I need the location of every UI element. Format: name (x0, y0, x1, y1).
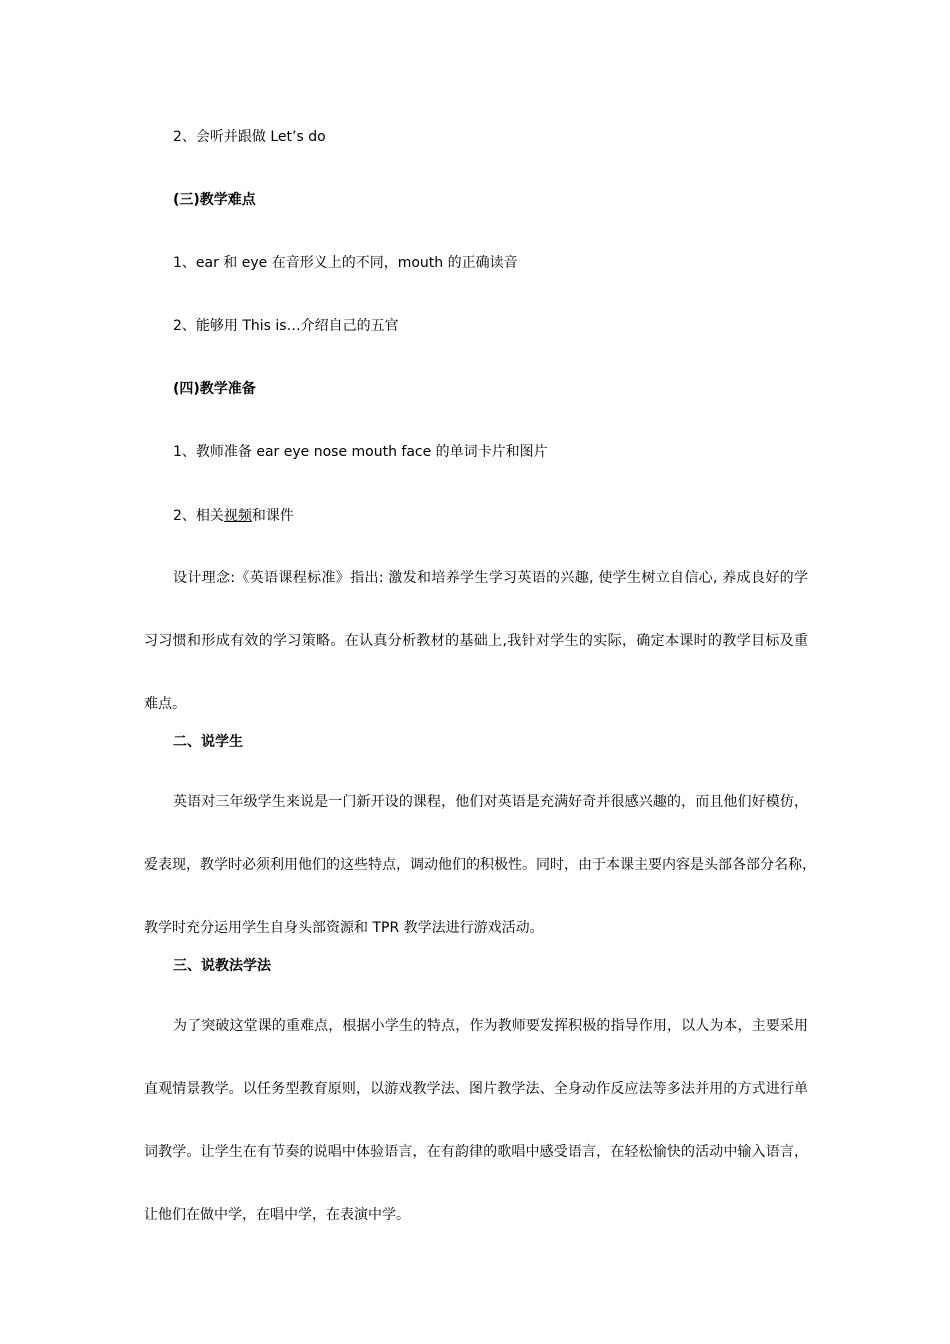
design-concept-paragraph (144, 547, 808, 736)
design-line-2: 习习惯和形成有效的学习策略。在认真分析教材的基础上,我针对学生的实际，确定本课时的教学目标及重 (144, 633, 808, 649)
prep-heading: (四)教学准备 (173, 381, 256, 397)
section-3-heading: 三、说教法学法 (173, 958, 271, 974)
methods-line-2: 直观情景教学。以任务型教育原则，以游戏教学法、图片教学法、全身动作反应法等多法并用的方式进行单 (144, 1081, 808, 1097)
listen-do-item: 2、会听并跟做 Let’s do (173, 129, 326, 145)
students-line-3: 教学时充分运用学生自身头部资源和 TPR 教学法进行游戏活动。 (144, 920, 544, 936)
design-line-1: 设计理念:《英语课程标准》指出: 激发和培养学生学习英语的兴趣, 使学生树立自信心, 养成良好的学 (173, 570, 808, 586)
students-line-2: 爱表现，教学时必须利用他们的这些特点，调动他们的积极性。同时，由于本课主要内容是头部各部分名称， (144, 857, 816, 873)
methods-line-4: 让他们在做中学，在唱中学，在表演中学。 (144, 1207, 410, 1223)
prep-item-2-suffix: 和课件 (251, 508, 294, 524)
section-2-heading: 二、说学生 (173, 734, 243, 750)
students-line-1: 英语对三年级学生来说是一门新开设的课程，他们对英语是充满好奇并很感兴趣的，而且他们好模仿， (173, 794, 808, 810)
design-line-3: 难点。 (144, 696, 186, 712)
methods-line-1: 为了突破这堂课的重难点，根据小学生的特点，作为教师要发挥积极的指导作用，以人为本，主要采用 (173, 1018, 808, 1034)
prep-item-2 (173, 506, 837, 526)
students-paragraph (144, 771, 816, 960)
difficult-item-1: 1、ear 和 eye 在音形义上的不同，mouth 的正确读音 (173, 255, 518, 271)
video-link[interactable]: 视频 (223, 508, 252, 524)
prep-item-2-prefix: 2、相关 (173, 508, 224, 524)
difficult-item-2: 2、能够用 This is…介绍自己的五官 (173, 318, 399, 334)
methods-paragraph (144, 995, 808, 1247)
difficult-heading: (三)教学难点 (173, 192, 256, 208)
prep-item-1: 1、教师准备 ear eye nose mouth face 的单词卡片和图片 (173, 444, 548, 460)
methods-line-3: 词教学。让学生在有节奏的说唱中体验语言，在有韵律的歌唱中感受语言，在轻松愉快的活动中输入语言， (144, 1144, 808, 1160)
